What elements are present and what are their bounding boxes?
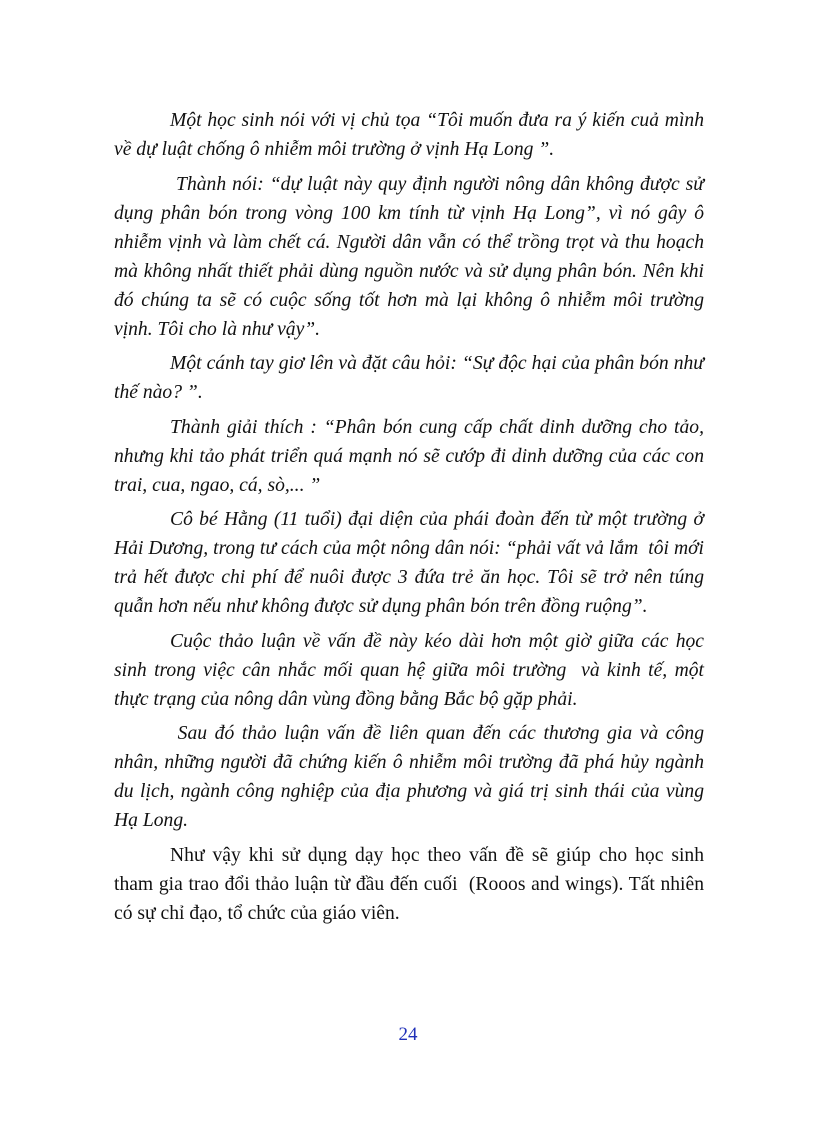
paragraph-discussion: Cuộc thảo luận về vấn đề này kéo dài hơn một giờ giữa các học sinh trong việc cân nhắc mối quan hệ giữa môi trường và kinh tế, một thực trạng của nông dân vùng đồng bằng Bắc bộ gặp phải. — [114, 630, 709, 710]
paragraph-follow-up: Sau đó thảo luận vấn đề liên quan đến các thương gia và công nhân, những người đã chứng kiến ô nhiễm môi trường đã phá hủy ngành du lịch, ngành công nghiệp của địa phương và giá trị sinh thái của vùng Hạ Long. — [114, 723, 709, 831]
paragraph-question: Một cánh tay giơ lên và đặt câu hỏi: “Sự độc hại của phân bón như thế nào? ”. — [114, 353, 709, 403]
paragraph-explanation: Thành giải thích : “Phân bón cung cấp chất dinh dưỡng cho tảo, nhưng khi tảo phát triển quá mạnh nó sẽ cướp đi dinh dưỡng của các con trai, cua, ngao, cá, sò,... ” — [114, 416, 709, 496]
paragraph-student-speech: Một học sinh nói với vị chủ tọa “Tôi muốn đưa ra ý kiến cuả mình về dự luật chống ô nhiễm môi trường ở vịnh Hạ Long ”. — [114, 110, 709, 160]
paragraph-conclusion: Như vậy khi sử dụng dạy học theo vấn đề sẽ giúp cho học sinh tham gia trao đổi thảo luận từ đầu đến cuối (Rooos and wings). Tất nhiên có sự chỉ đạo, tổ chức của giáo viên. — [114, 844, 709, 924]
paragraph-hang-speech: Cô bé Hằng (11 tuổi) đại diện của phái đoàn đến từ một trường ở Hải Dương, trong tư cách của một nông dân nói: “phải vất vả lắm tôi mới trả hết được chi phí để nuôi được 3 đứa trẻ ăn học. Tôi sẽ trở nên túng quẫn hơn nếu như không được sử dụng phân bón trên đồng ruộng”. — [114, 509, 709, 617]
paragraph-thanh-speech: Thành nói: “dự luật này quy định người nông dân không được sử dụng phân bón trong vòng 100 km tính từ vịnh Hạ Long”, vì nó gây ô nhiễm vịnh và làm chết cá. Người dân vẫn có thể trồng trọt và thu hoạch mà không nhất thiết phải dùng nguồn nước và sử dụng phân bón. Nên khi đó chúng ta sẽ có cuộc sống tốt hơn mà lại không ô nhiễm môi trường vịnh. Tôi cho là như vậy”. — [114, 173, 709, 340]
page-number: 24 — [398, 1024, 418, 1045]
body-text — [114, 106, 709, 933]
